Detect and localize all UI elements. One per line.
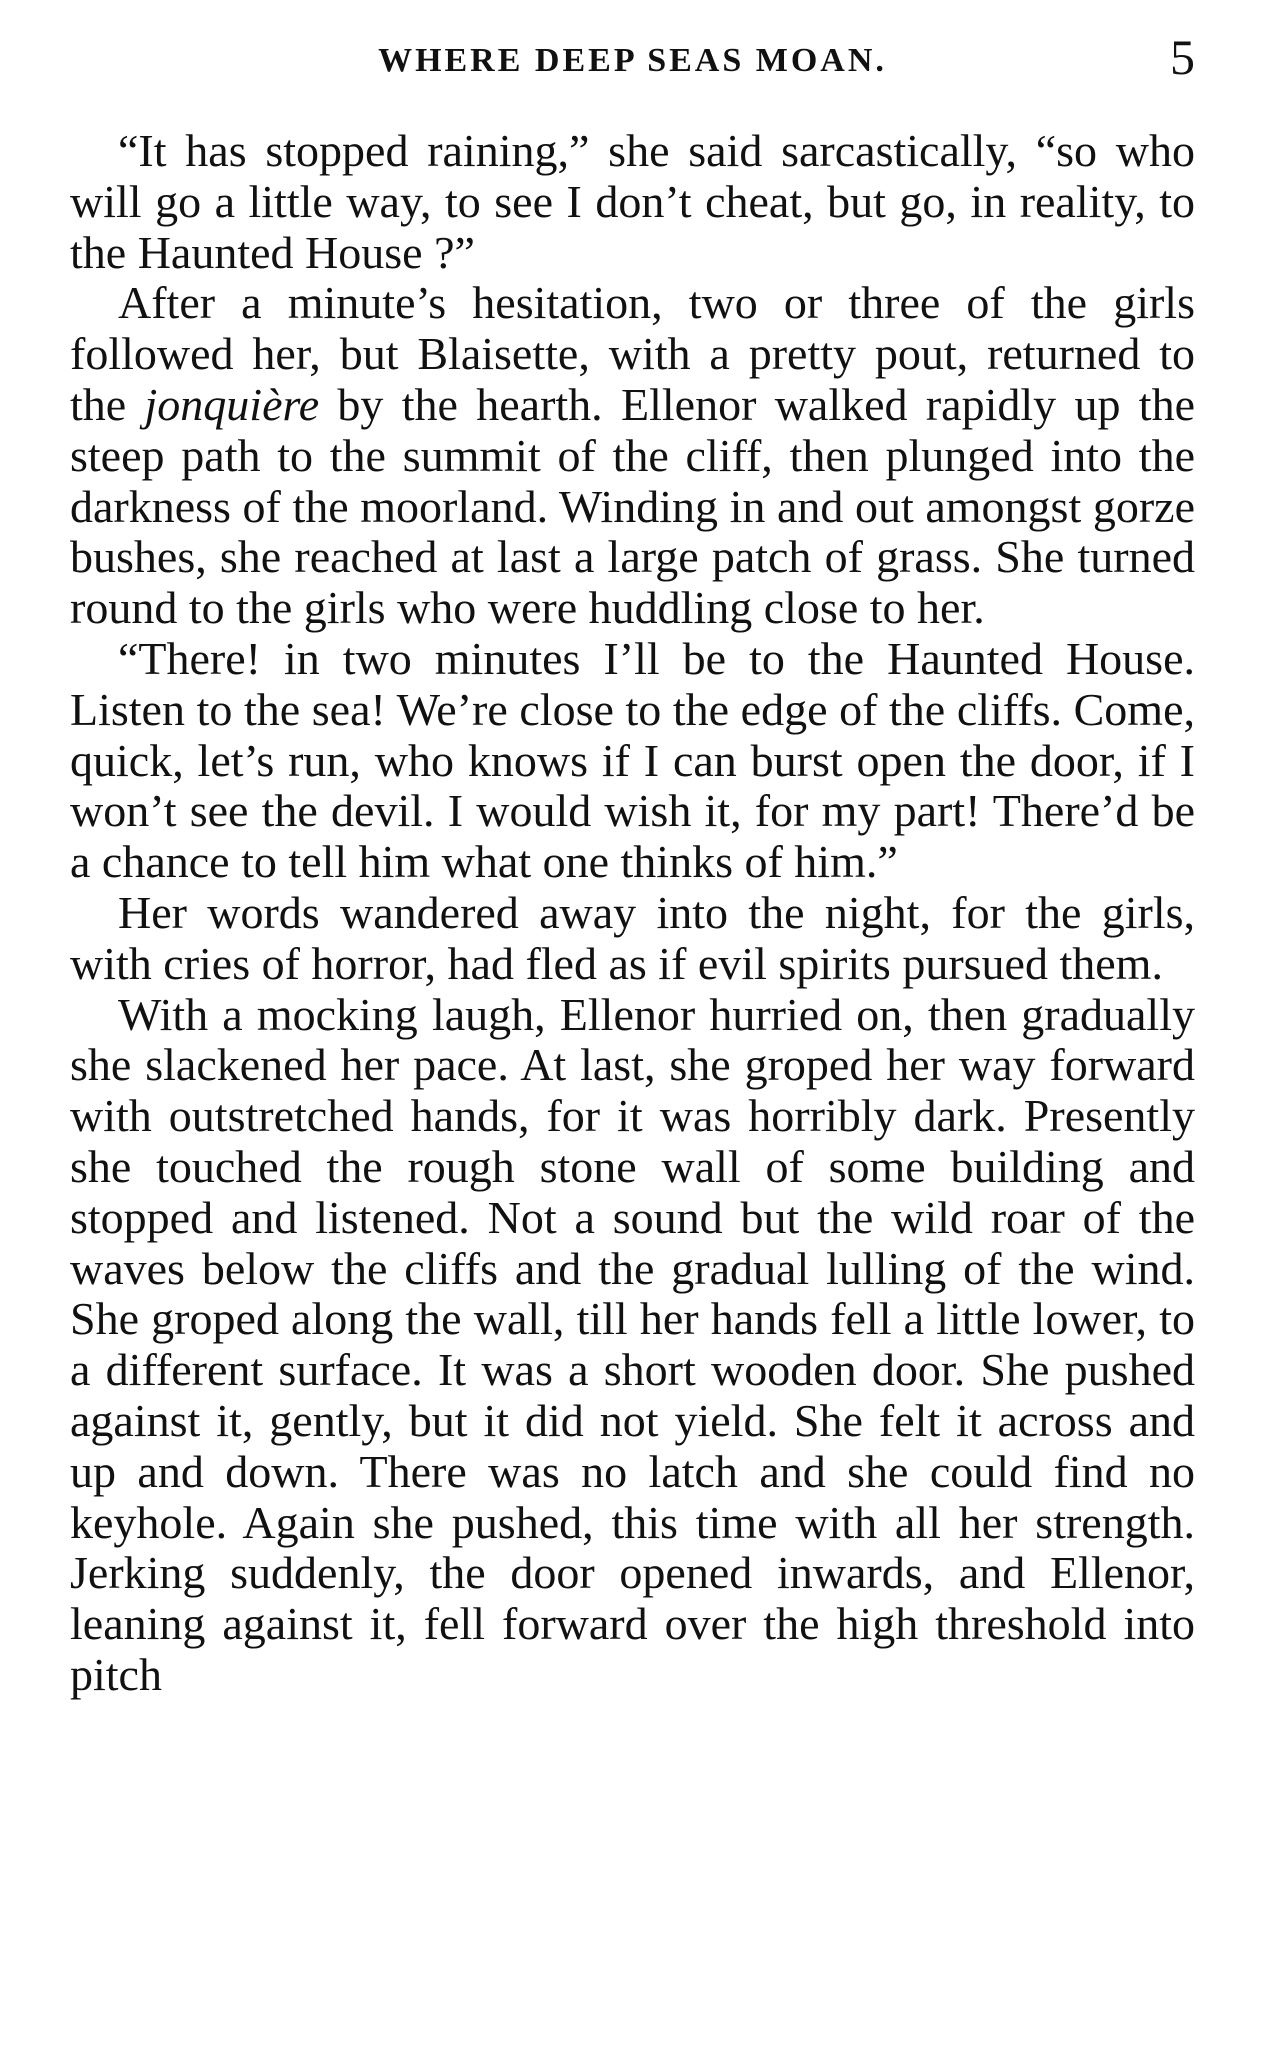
paragraph: [70, 278, 1195, 634]
body-text: [70, 126, 1195, 1701]
page-number: 5: [1170, 29, 1195, 85]
running-title: WHERE DEEP SEAS MOAN.: [378, 42, 887, 79]
paragraph: [70, 888, 1195, 990]
paragraph: [70, 990, 1195, 1701]
page-header: [70, 28, 1195, 88]
paragraph-text: Her words wandered away into the night, for the girls, with cries of horror, had fled as if evil spirits pursued them.: [70, 886, 1195, 989]
paragraph: [70, 126, 1195, 278]
paragraph-text: “It has stopped raining,” she said sarcastically, “so who will go a little way, to see I don’t cheat, but go, in reality, to the Haunted House ?”: [70, 125, 1195, 278]
paragraph-text: After a minute’s hesitation, two or three of the girls followed her, but Blaisette, with a pretty pout, returned to the: [70, 277, 1195, 430]
paragraph-text: by the hearth. Ellenor walked rapidly up the steep path to the summit of the cliff, then plunged into the darkness of the moorland. Winding in and out amongst gorze bushes, she reached at last a large patch of grass. She turned round to the girls who were huddling close to her.: [70, 378, 1195, 634]
paragraph-text: “There! in two minutes I’ll be to the Haunted House. Listen to the sea! We’re close to the edge of the cliffs. Come, quick, let’s run, who knows if I can burst open the door, if I won’t see the devil. I would wish it, for my part! There’d be a chance to tell him what one thinks of him.”: [70, 632, 1195, 888]
paragraph: [70, 634, 1195, 888]
paragraph-text: With a mocking laugh, Ellenor hurried on, then gradually she slackened her pace. At last, she groped her way forward with outstretched hands, for it was horribly dark. Presently she touched the rough stone wall of some building and stopped and listened. Not a sound but the wild roar of the waves below the cliffs and the gradual lulling of the wind. She groped along the wall, till her hands fell a little lower, to a different surface. It was a short wooden door. She pushed against it, gently, but it did not yield. She felt it across and up and down. There was no latch and she could find no keyhole. Again she pushed, this time with all her strength. Jerking suddenly, the door opened inwards, and Ellenor, leaning against it, fell forward over the high threshold into pitch: [70, 988, 1195, 1700]
book-page: [70, 0, 1195, 2072]
italic-word: jonquière: [144, 378, 320, 430]
